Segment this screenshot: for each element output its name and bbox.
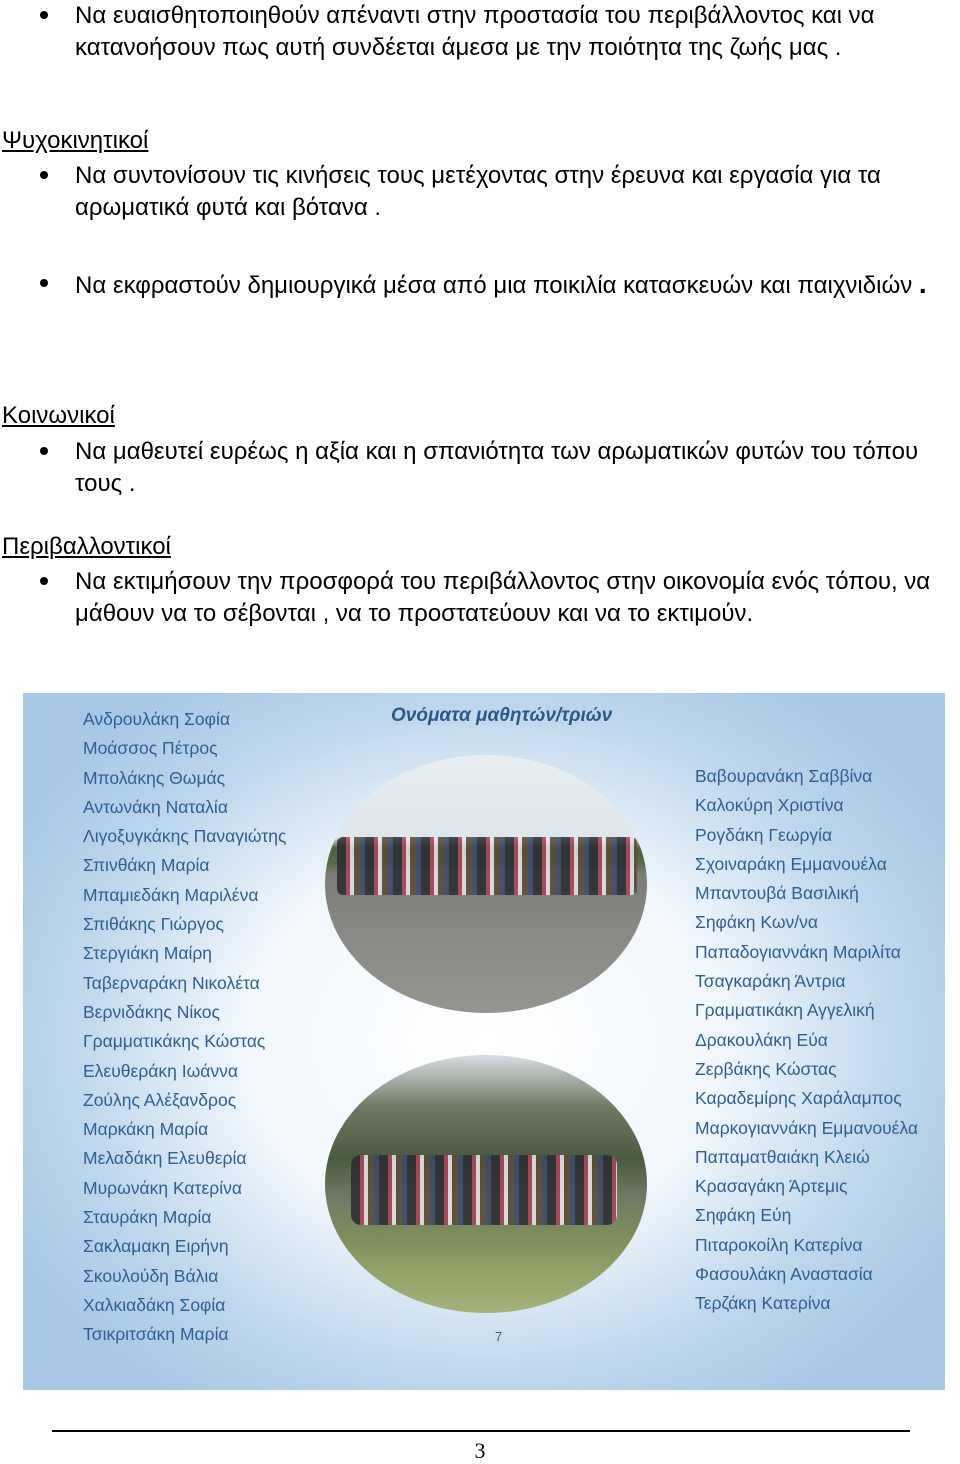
student-name: Βερνιδάκης Νίκος xyxy=(83,1001,220,1022)
student-name: Σκουλούδη Βάλια xyxy=(83,1265,219,1286)
bullet-text-wrapper xyxy=(75,268,950,302)
student-name: Ζερβάκης Κώστας xyxy=(695,1058,837,1079)
student-name: Καραδεμίρης Χαράλαμπος xyxy=(695,1088,902,1109)
student-name: Λιγοξυγκάκης Παναγιώτης xyxy=(83,826,287,847)
section-title-environmental: Περιβαλλοντικοί xyxy=(2,533,171,560)
group-people xyxy=(351,1155,617,1225)
bullet-text: Να μαθευτεί ευρέως η αξία και η σπανιότητα των αρωματικών φυτών του τόπου τους . xyxy=(75,438,919,497)
student-name: Στεργιάκη Μαίρη xyxy=(83,943,213,964)
student-name: Μπολάκης Θωμάς xyxy=(83,767,226,788)
student-name: Ελευθεράκη Ιωάννα xyxy=(83,1060,239,1081)
student-name: Ανδρουλάκη Σοφία xyxy=(83,709,230,729)
footer-divider xyxy=(52,1430,910,1432)
section-title-social: Κοινωνικοί xyxy=(2,402,115,429)
bullet-icon xyxy=(40,577,48,585)
student-name: Σχοιναράκη Εμμανουέλα xyxy=(695,853,887,874)
bullet-text: Να ευαισθητοποιηθούν απέναντι στην προστασία του περιβάλλοντος και να κατανοήσουν πως αυτή συνδέεται άμεσα με την ποιότητα της ζωής μας . xyxy=(75,2,875,61)
student-name: Μυρωνάκη Κατερίνα xyxy=(83,1177,242,1198)
left-names-list xyxy=(83,705,286,1350)
student-name: Μπαντουβά Βασιλική xyxy=(695,883,859,904)
bullet-psychomotor-2 xyxy=(0,268,950,332)
student-name: Γραμματικάκης Κώστας xyxy=(83,1031,266,1052)
student-name: Μπαμιεδάκη Μαριλένα xyxy=(83,884,259,905)
student-name: Γραμματικάκη Αγγελική xyxy=(695,1000,875,1021)
bullet-text: Να εκφραστούν δημιουργικά μέσα από μια ποικιλία κατασκευών και παιχνιδιών xyxy=(75,272,913,299)
student-name: Τσικριτσάκη Μαρία xyxy=(83,1324,229,1345)
student-name: Σπιθάκης Γιώργος xyxy=(83,914,224,935)
student-name: Τσαγκαράκη Άντρια xyxy=(695,971,846,992)
student-name: Παπαδογιαννάκη Μαριλίτα xyxy=(695,941,901,962)
student-name: Δρακουλάκη Εύα xyxy=(695,1029,828,1050)
student-name: Κρασαγάκη Άρτεμις xyxy=(695,1176,848,1197)
group-people xyxy=(337,837,637,895)
student-name: Σταυράκη Μαρία xyxy=(83,1207,212,1228)
group-photo-bottom xyxy=(325,1055,647,1313)
student-name: Σηφάκη Εύη xyxy=(695,1205,792,1226)
poster-header: Ονόματα μαθητών/τριών xyxy=(391,705,613,726)
student-name: Πιταροκοίλη Κατερίνα xyxy=(695,1234,863,1255)
student-name: Μαρκάκη Μαρία xyxy=(83,1119,209,1140)
poster-page-number: 7 xyxy=(495,1329,503,1344)
bullet-icon xyxy=(40,447,48,455)
student-name: Φασουλάκη Αναστασία xyxy=(695,1264,873,1285)
student-name: Παπαματθαιάκη Κλειώ xyxy=(695,1146,870,1167)
bullet-social-1 xyxy=(0,436,950,500)
bullet-period: . xyxy=(918,268,927,299)
student-name: Ταβερναράκη Νικολέτα xyxy=(83,972,260,993)
bullet-icon xyxy=(40,279,48,287)
student-name: Καλοκύρη Χριστίνα xyxy=(695,795,844,816)
student-name: Σηφάκη Κων/να xyxy=(695,912,818,933)
right-names-list xyxy=(695,762,918,1319)
student-name: Σπινθάκη Μαρία xyxy=(83,855,210,876)
page-number: 3 xyxy=(474,1438,486,1463)
student-name: Ζούλης Αλέξανδρος xyxy=(83,1089,237,1110)
student-name: Μαρκογιαννάκη Εμμανουέλα xyxy=(695,1117,919,1138)
bullet-text: Να εκτιμήσουν την προσφορά του περιβάλλοντος στην οικονομία ενός τόπου, να μάθουν να το σέβονται , να το προστατεύουν και να το εκτιμούν. xyxy=(75,568,931,627)
bullet-icon xyxy=(40,171,48,179)
student-name: Τερζάκη Κατερίνα xyxy=(695,1293,831,1314)
group-photo-top xyxy=(325,755,647,1013)
bullet-icon xyxy=(40,11,48,19)
student-name: Ρογδάκη Γεωργία xyxy=(695,824,833,845)
student-name: Μοάσσος Πέτρος xyxy=(83,738,218,759)
student-name: Μελαδάκη Ελευθερία xyxy=(83,1148,247,1169)
student-names-poster xyxy=(23,693,945,1390)
student-name: Χαλκιαδάκη Σοφία xyxy=(83,1294,226,1315)
student-name: Αντωνάκη Ναταλία xyxy=(83,796,228,817)
bullet-environmental-1 xyxy=(0,566,950,662)
bullet-text: Να συντονίσουν τις κινήσεις τους μετέχοντας στην έρευνα και εργασία για τα αρωματικά φυτά και βότανα . xyxy=(75,162,881,221)
student-name: Σακλαμακη Ειρήνη xyxy=(83,1236,229,1257)
student-name: Βαβουρανάκη Σαββίνα xyxy=(695,766,873,786)
bullet-psychomotor-1 xyxy=(0,160,950,224)
section-title-psychomotor: Ψυχοκινητικοί xyxy=(2,127,149,154)
bullet-intro xyxy=(0,0,950,95)
